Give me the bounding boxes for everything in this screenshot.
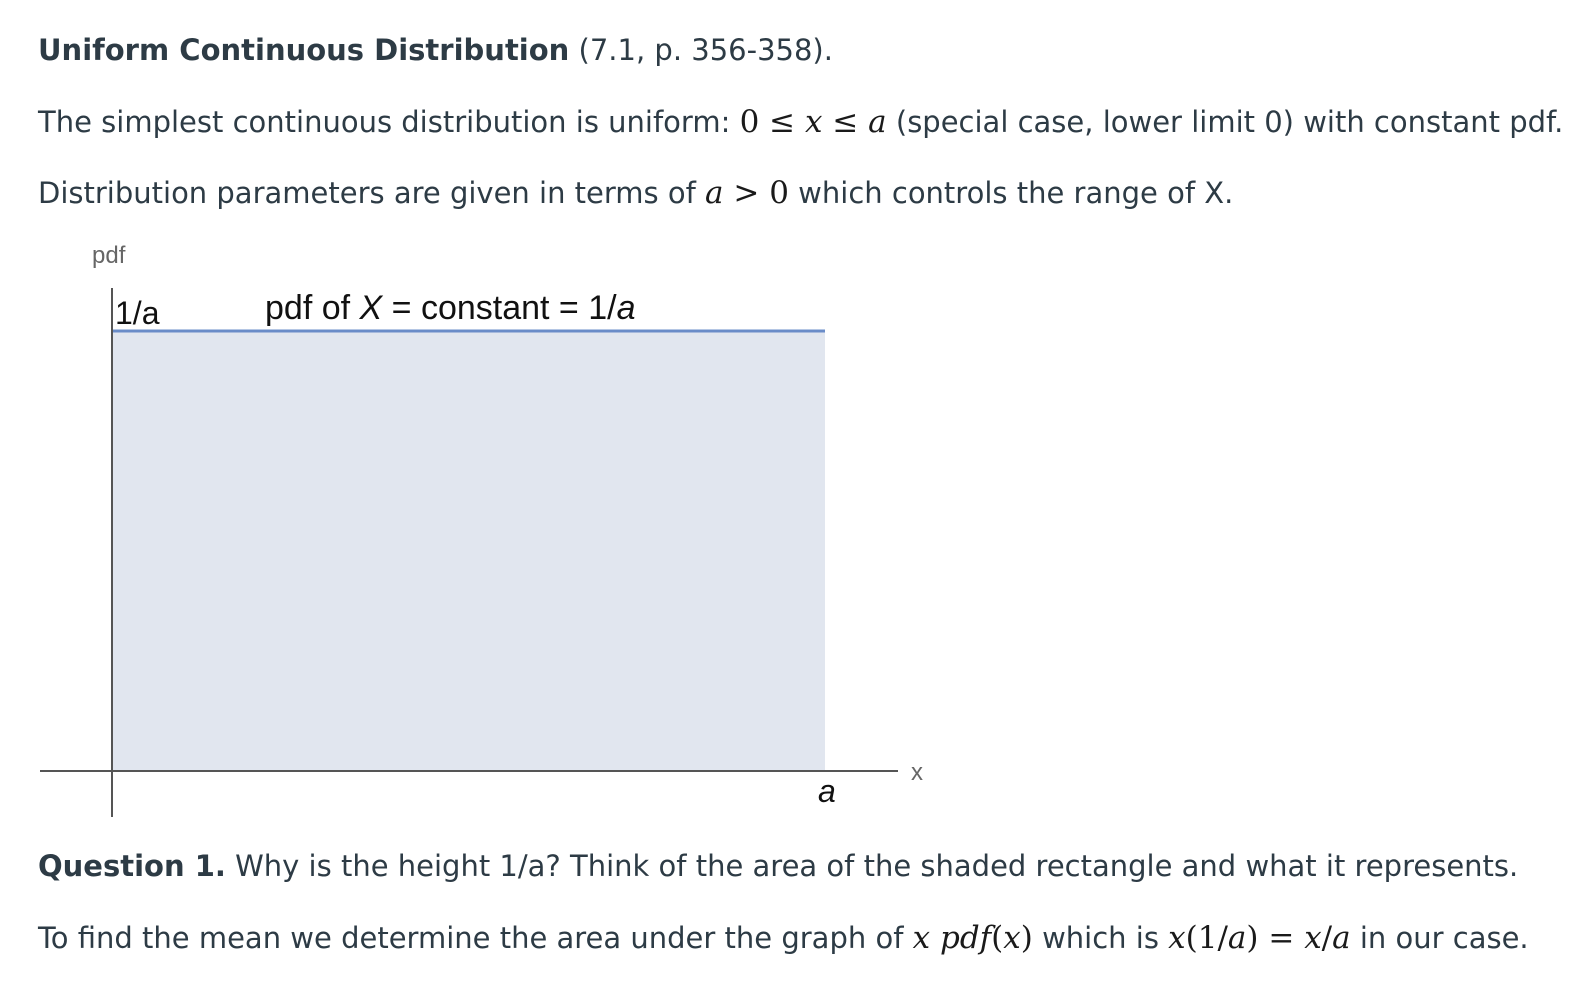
pdf-description: pdf of X = constant = 1/a: [265, 289, 636, 327]
y-axis-label: pdf: [92, 242, 126, 269]
parameter-paragraph: [38, 173, 1233, 213]
integrand-expression: x pdf(x): [912, 920, 1033, 956]
intro-paragraph: [38, 102, 1563, 142]
intro-text: The simplest continuous distribution is uniform:: [38, 105, 740, 139]
question-1-text: Why is the height 1/a? Think of the area of the shaded rectangle and what it represents.: [225, 849, 1519, 883]
parameter-inequality: a > 0: [705, 175, 789, 211]
title-reference: (7.1, p. 356-358).: [569, 33, 833, 67]
mean-paragraph: [38, 918, 1529, 958]
shaded-rectangle: [112, 331, 825, 771]
section-title: [38, 30, 833, 70]
question-1: [38, 846, 1518, 886]
parameter-text-end: which controls the range of X.: [788, 176, 1234, 210]
x-axis-label: x: [911, 759, 923, 786]
mean-text-end: in our case.: [1350, 921, 1529, 955]
integrand-simplified: x(1/a) = x/a: [1168, 920, 1351, 956]
height-label: 1/a: [115, 295, 160, 331]
intro-text-end: (special case, lower limit 0) with constant pdf.: [886, 105, 1564, 139]
range-inequality: 0 ≤ x ≤ a: [739, 104, 887, 140]
mean-text: To find the mean we determine the area under the graph of: [38, 921, 913, 955]
question-1-label: Question 1.: [38, 849, 226, 883]
a-tick-label: a: [818, 773, 836, 809]
parameter-text: Distribution parameters are given in terms of: [38, 176, 706, 210]
title-bold: Uniform Continuous Distribution: [38, 33, 570, 67]
uniform-pdf-figure: [0, 230, 960, 830]
mean-text-middle: which is: [1032, 921, 1169, 955]
